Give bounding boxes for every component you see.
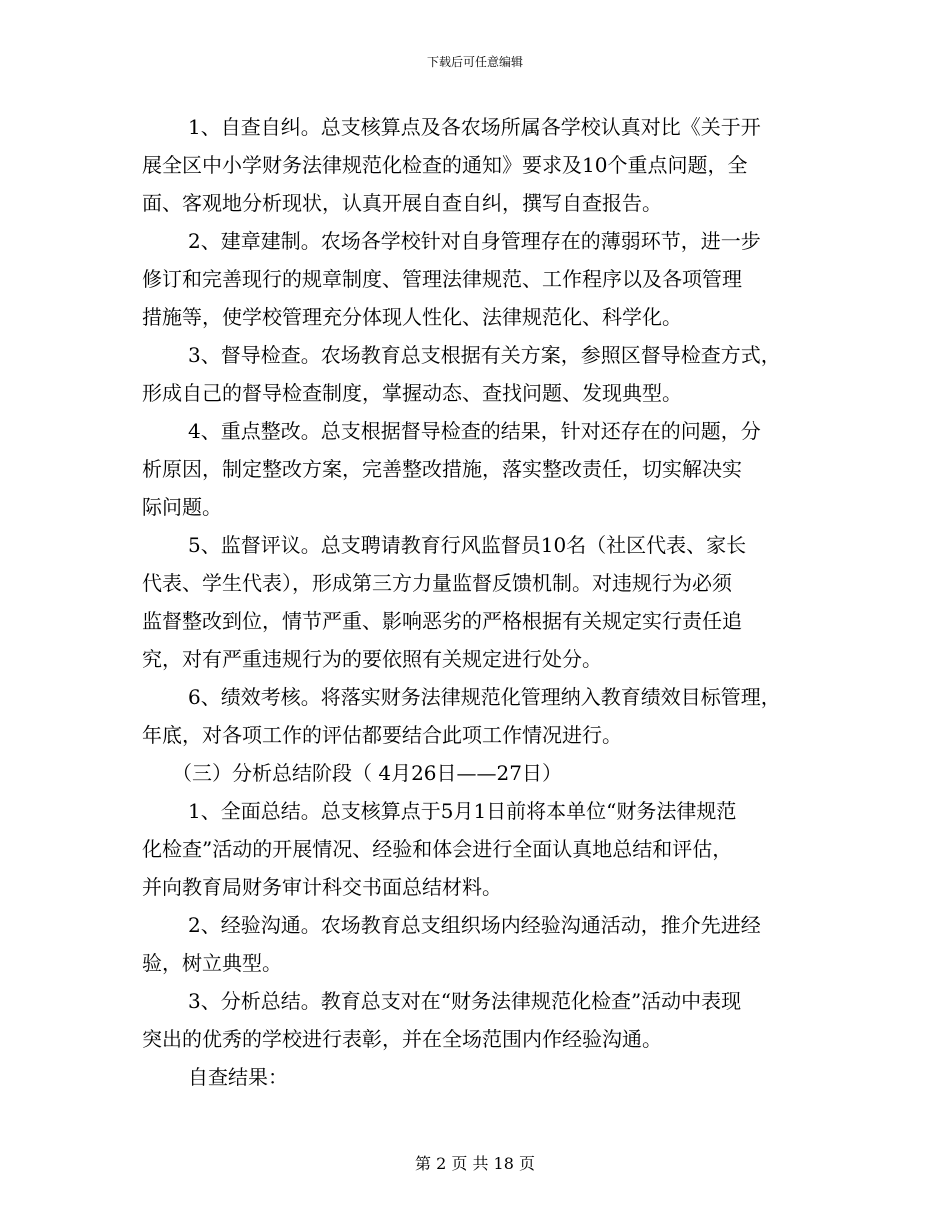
text-line: 2、建章建制。农场各学校针对自身管理存在的薄弱环节，进一步	[188, 229, 761, 253]
text-line: 3、督导检查。农场教育总支根据有关方案，参照区督导检查方式，	[188, 343, 781, 367]
text-line: 并向教育局财务审计科交书面总结材料。	[142, 875, 502, 899]
text-line: 突出的优秀的学校进行表彰，并在全场范围内作经验沟通。	[142, 1027, 662, 1051]
text-line: 自查结果：	[188, 1065, 288, 1089]
text-line: 2、经验沟通。农场教育总支组织场内经验沟通活动，推介先进经	[188, 913, 761, 937]
text-line: 6、绩效考核。将落实财务法律规范化管理纳入教育绩效目标管理，	[188, 685, 781, 709]
text-line: 析原因，制定整改方案，完善整改措施，落实整改责任，切实解决实	[142, 457, 742, 481]
text-line: 1、自查自纠。总支核算点及各农场所属各学校认真对比《关于开	[188, 115, 761, 139]
document-body	[142, 108, 822, 1096]
text-line: 1、全面总结。总支核算点于5月1日前将本单位“财务法律规范	[188, 799, 737, 823]
text-line: 验，树立典型。	[142, 951, 282, 975]
text-line: 代表、学生代表），形成第三方力量监督反馈机制。对违规行为必须	[142, 571, 732, 595]
text-line: 化检查”活动的开展情况、经验和体会进行全面认真地总结和评估，	[142, 837, 733, 861]
text-line: 监督整改到位，情节严重、影响恶劣的严格根据有关规定实行责任追	[142, 609, 742, 633]
text-line: 形成自己的督导检查制度，掌握动态、查找问题、发现典型。	[142, 381, 682, 405]
text-line: 3、分析总结。教育总支对在“财务法律规范化检查”活动中表现	[188, 989, 742, 1013]
text-line: 展全区中小学财务法律规范化检查的通知》要求及10个重点问题，全	[142, 153, 748, 177]
section-heading: （三）分析总结阶段（ 4月26日——27日）	[172, 761, 562, 785]
text-line: 究，对有严重违规行为的要依照有关规定进行处分。	[142, 647, 602, 671]
text-line: 修订和完善现行的规章制度、管理法律规范、工作程序以及各项管理	[142, 267, 742, 291]
text-line: 面、客观地分析现状，认真开展自查自纠，撰写自查报告。	[142, 191, 662, 215]
text-line: 际问题。	[142, 495, 222, 519]
text-line: 措施等，使学校管理充分体现人性化、法律规范化、科学化。	[142, 305, 682, 329]
text-line: 4、重点整改。总支根据督导检查的结果，针对还存在的问题，分	[188, 419, 761, 443]
text-line: 年底，对各项工作的评估都要结合此项工作情况进行。	[142, 723, 622, 747]
page-footer: 第 2 页 共 18 页	[415, 1154, 535, 1173]
text-line: 5、监督评议。总支聘请教育行风监督员10名（社区代表、家长	[188, 533, 747, 557]
page-header: 下载后可任意编辑	[426, 55, 523, 69]
